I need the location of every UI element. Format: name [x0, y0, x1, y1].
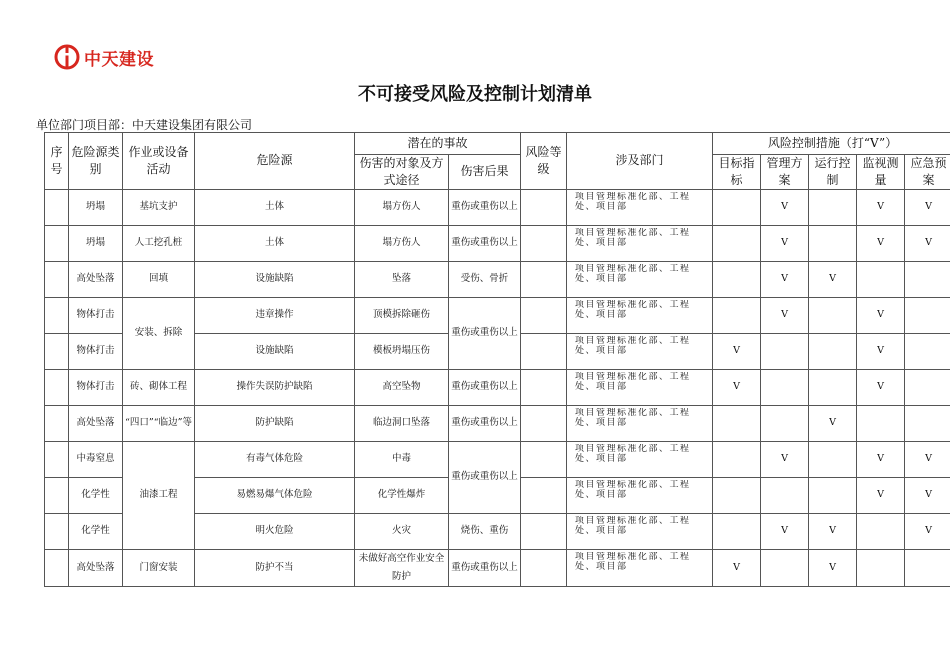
mark-cell — [905, 369, 950, 405]
mark-cell: V — [761, 441, 809, 477]
mark-cell: V — [761, 261, 809, 297]
mark-cell — [713, 225, 761, 261]
mark-cell: V — [761, 225, 809, 261]
table-row — [45, 189, 950, 225]
col-potential: 潜在的事故 — [355, 133, 521, 155]
mark-cell: V — [857, 369, 905, 405]
dept-cell: 项目管理标准化部、工程处、项目部 — [567, 477, 713, 513]
mark-cell: V — [809, 549, 857, 586]
mark-cell: V — [809, 261, 857, 297]
col-m4: 监视测量 — [857, 155, 905, 190]
consequence-cell: 重伤或重伤以上 — [449, 441, 521, 513]
table-row — [45, 441, 950, 477]
mark-cell — [857, 513, 905, 549]
mark-cell: V — [761, 189, 809, 225]
col-m3: 运行控制 — [809, 155, 857, 190]
seq-cell — [45, 225, 69, 261]
seq-cell — [45, 189, 69, 225]
target-cell: 坠落 — [355, 261, 449, 297]
dept-cell: 项目管理标准化部、工程处、项目部 — [567, 297, 713, 333]
mark-cell — [713, 261, 761, 297]
activity-cell: 门窗安装 — [123, 549, 195, 586]
mark-cell: V — [761, 297, 809, 333]
hazard-cell: 设施缺陷 — [195, 333, 355, 369]
company-logo — [54, 44, 154, 70]
risk-table — [44, 132, 950, 587]
mark-cell — [905, 297, 950, 333]
seq-cell — [45, 261, 69, 297]
mark-cell — [857, 405, 905, 441]
mark-cell — [809, 225, 857, 261]
mark-cell: V — [809, 405, 857, 441]
seq-cell — [45, 405, 69, 441]
mark-cell — [761, 369, 809, 405]
mark-cell — [713, 297, 761, 333]
level-cell — [521, 477, 567, 513]
type-cell: 物体打击 — [69, 369, 123, 405]
table-row — [45, 225, 950, 261]
mark-cell: V — [905, 477, 950, 513]
mark-cell: V — [713, 333, 761, 369]
mark-cell: V — [857, 225, 905, 261]
mark-cell: V — [905, 225, 950, 261]
col-m1: 目标指标 — [713, 155, 761, 190]
mark-cell: V — [905, 441, 950, 477]
type-cell: 化学性 — [69, 513, 123, 549]
table-row — [45, 297, 950, 333]
target-cell: 高空坠物 — [355, 369, 449, 405]
target-cell: 中毒 — [355, 441, 449, 477]
mark-cell: V — [905, 513, 950, 549]
seq-cell — [45, 477, 69, 513]
activity-cell: 油漆工程 — [123, 441, 195, 549]
activity-cell: 回填 — [123, 261, 195, 297]
type-cell: 物体打击 — [69, 297, 123, 333]
hazard-cell: 操作失误防护缺陷 — [195, 369, 355, 405]
mark-cell — [809, 441, 857, 477]
target-cell: 塌方伤人 — [355, 225, 449, 261]
mark-cell — [809, 369, 857, 405]
unit-line: 单位部门项目部：中天建设集团有限公司 — [36, 118, 253, 132]
col-m2: 管理方案 — [761, 155, 809, 190]
activity-cell: “四口”“临边”等 — [123, 405, 195, 441]
dept-cell: 项目管理标准化部、工程处、项目部 — [567, 513, 713, 549]
mark-cell — [761, 333, 809, 369]
mark-cell — [905, 549, 950, 586]
mark-cell — [905, 261, 950, 297]
level-cell — [521, 549, 567, 586]
seq-cell — [45, 297, 69, 333]
mark-cell — [761, 477, 809, 513]
mark-cell: V — [713, 369, 761, 405]
mark-cell — [857, 261, 905, 297]
mark-cell — [809, 189, 857, 225]
table-row — [45, 261, 950, 297]
hazard-cell: 易燃易爆气体危险 — [195, 477, 355, 513]
mark-cell: V — [857, 333, 905, 369]
col-type: 危险源类别 — [69, 133, 123, 190]
mark-cell — [905, 333, 950, 369]
level-cell — [521, 333, 567, 369]
type-cell: 高处坠落 — [69, 549, 123, 586]
seq-cell — [45, 369, 69, 405]
level-cell — [521, 225, 567, 261]
hazard-cell: 违章操作 — [195, 297, 355, 333]
col-seq: 序号 — [45, 133, 69, 190]
hazard-cell: 明火危险 — [195, 513, 355, 549]
col-level: 风险等级 — [521, 133, 567, 190]
activity-cell: 安装、拆除 — [123, 297, 195, 369]
mark-cell: V — [761, 513, 809, 549]
mark-cell — [809, 477, 857, 513]
target-cell: 塌方伤人 — [355, 189, 449, 225]
hazard-cell: 防护缺陷 — [195, 405, 355, 441]
seq-cell — [45, 441, 69, 477]
type-cell: 物体打击 — [69, 333, 123, 369]
mark-cell — [713, 405, 761, 441]
hazard-cell: 土体 — [195, 189, 355, 225]
level-cell — [521, 297, 567, 333]
mark-cell — [761, 549, 809, 586]
consequence-cell: 烧伤、重伤 — [449, 513, 521, 549]
dept-cell: 项目管理标准化部、工程处、项目部 — [567, 549, 713, 586]
mark-cell — [713, 477, 761, 513]
consequence-cell: 受伤、骨折 — [449, 261, 521, 297]
mark-cell — [809, 297, 857, 333]
consequence-cell: 重伤或重伤以上 — [449, 225, 521, 261]
seq-cell — [45, 549, 69, 586]
mark-cell — [857, 549, 905, 586]
dept-cell: 项目管理标准化部、工程处、项目部 — [567, 225, 713, 261]
type-cell: 坍塌 — [69, 225, 123, 261]
dept-cell: 项目管理标准化部、工程处、项目部 — [567, 405, 713, 441]
activity-cell: 人工挖孔桩 — [123, 225, 195, 261]
hazard-cell: 防护不当 — [195, 549, 355, 586]
company-logo-icon — [54, 44, 80, 70]
type-cell: 高处坠落 — [69, 261, 123, 297]
table-row — [45, 405, 950, 441]
dept-cell: 项目管理标准化部、工程处、项目部 — [567, 441, 713, 477]
col-activity: 作业或设备活动 — [123, 133, 195, 190]
mark-cell: V — [857, 441, 905, 477]
seq-cell — [45, 513, 69, 549]
type-cell: 化学性 — [69, 477, 123, 513]
hazard-cell: 有毒气体危险 — [195, 441, 355, 477]
mark-cell — [713, 513, 761, 549]
level-cell — [521, 441, 567, 477]
col-hazard: 危险源 — [195, 133, 355, 190]
logo-text: 中天建设 — [84, 49, 154, 70]
mark-cell: V — [713, 549, 761, 586]
activity-cell: 砖、砌体工程 — [123, 369, 195, 405]
level-cell — [521, 369, 567, 405]
mark-cell: V — [809, 513, 857, 549]
type-cell: 中毒窒息 — [69, 441, 123, 477]
col-measures: 风险控制措施（打“V”） — [713, 133, 950, 155]
page-title: 不可接受风险及控制计划清单 — [358, 84, 592, 105]
table-row — [45, 369, 950, 405]
target-cell: 未做好高空作业安全防护 — [355, 549, 449, 586]
mark-cell — [713, 441, 761, 477]
consequence-cell: 重伤或重伤以上 — [449, 189, 521, 225]
mark-cell: V — [857, 189, 905, 225]
target-cell: 火灾 — [355, 513, 449, 549]
type-cell: 坍塌 — [69, 189, 123, 225]
target-cell: 顶模拆除砸伤 — [355, 297, 449, 333]
consequence-cell: 重伤或重伤以上 — [449, 549, 521, 586]
col-dept: 涉及部门 — [567, 133, 713, 190]
mark-cell: V — [905, 189, 950, 225]
col-m5: 应急预案 — [905, 155, 950, 190]
hazard-cell: 土体 — [195, 225, 355, 261]
table-row — [45, 549, 950, 586]
mark-cell — [905, 405, 950, 441]
col-target: 伤害的对象及方式途径 — [355, 155, 449, 190]
target-cell: 临边洞口坠落 — [355, 405, 449, 441]
level-cell — [521, 513, 567, 549]
consequence-cell: 重伤或重伤以上 — [449, 405, 521, 441]
level-cell — [521, 261, 567, 297]
mark-cell: V — [857, 477, 905, 513]
consequence-cell: 重伤或重伤以上 — [449, 297, 521, 369]
dept-cell: 项目管理标准化部、工程处、项目部 — [567, 369, 713, 405]
hazard-cell: 设施缺陷 — [195, 261, 355, 297]
seq-cell — [45, 333, 69, 369]
mark-cell: V — [857, 297, 905, 333]
mark-cell — [761, 405, 809, 441]
level-cell — [521, 405, 567, 441]
dept-cell: 项目管理标准化部、工程处、项目部 — [567, 261, 713, 297]
mark-cell — [809, 333, 857, 369]
target-cell: 模板坍塌压伤 — [355, 333, 449, 369]
dept-cell: 项目管理标准化部、工程处、项目部 — [567, 333, 713, 369]
type-cell: 高处坠落 — [69, 405, 123, 441]
target-cell: 化学性爆炸 — [355, 477, 449, 513]
activity-cell: 基坑支护 — [123, 189, 195, 225]
dept-cell: 项目管理标准化部、工程处、项目部 — [567, 189, 713, 225]
consequence-cell: 重伤或重伤以上 — [449, 369, 521, 405]
col-consequence: 伤害后果 — [449, 155, 521, 190]
level-cell — [521, 189, 567, 225]
mark-cell — [713, 189, 761, 225]
